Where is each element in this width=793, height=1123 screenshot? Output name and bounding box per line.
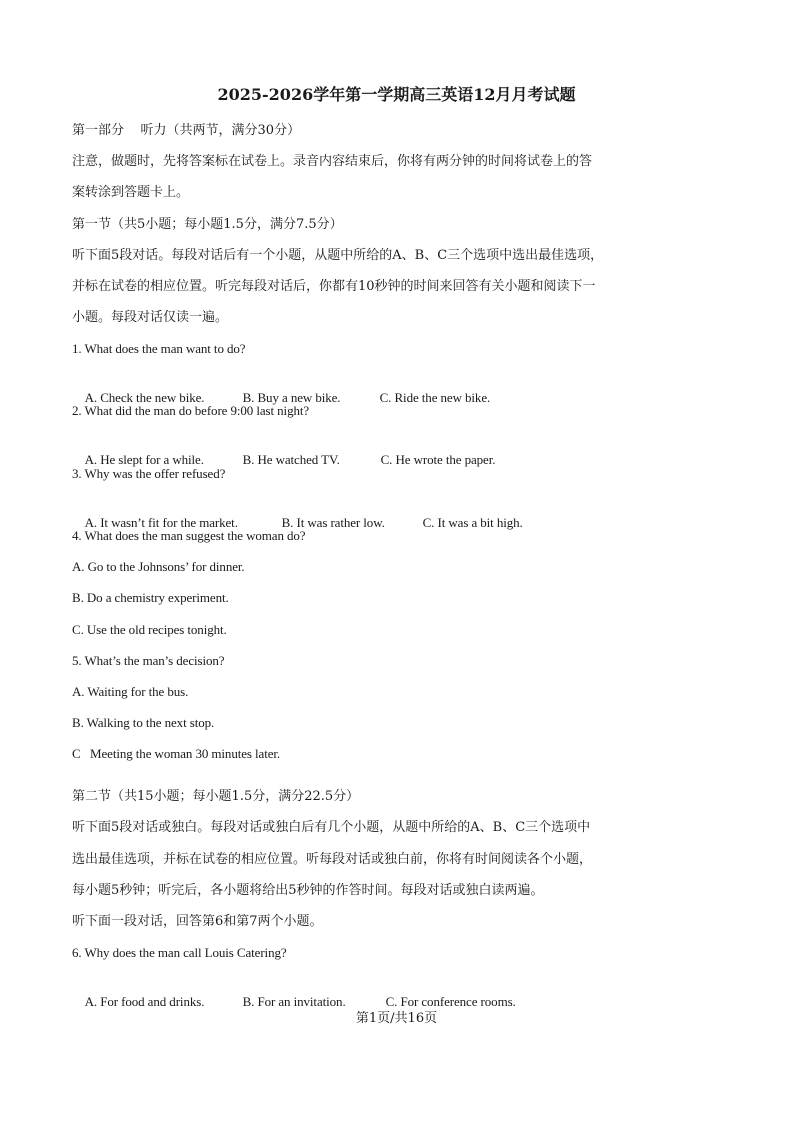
- part1-note-line2: 案转涂到答题卡上。: [72, 185, 190, 200]
- option-b: B. For an invitation.: [242, 994, 346, 1009]
- question-2: 2. What did the man do before 9:00 last night?: [72, 403, 310, 418]
- section2-instruction-line3: 每小题5秒钟；听完后，各小题将给出5秒钟的作答时间。每段对话或独白读两遍。: [72, 883, 544, 898]
- section2-instruction-line1: 听下面5段对话或独白。每段对话或独白后有几个小题，从题中所给的A、B、C三个选项中: [72, 820, 591, 835]
- question-4-option-a: A. Go to the Johnsons’ for dinner.: [72, 559, 245, 574]
- option-b: B. He watched TV.: [242, 452, 340, 467]
- option-a: A. Check the new bike.: [84, 390, 205, 405]
- question-5-option-c: C Meeting the woman 30 minutes later.: [72, 746, 281, 761]
- option-c: C. Ride the new bike.: [379, 390, 491, 405]
- option-c: C. He wrote the paper.: [380, 452, 496, 467]
- part1-note-line1: 注意，做题时，先将答案标在试卷上。录音内容结束后，你将有两分钟的时间将试卷上的答: [72, 154, 593, 169]
- section1-instruction-line3: 小题。每段对话仅读一遍。: [72, 310, 229, 325]
- section2-sub-instruction: 听下面一段对话，回答第6和第7两个小题。: [72, 914, 323, 929]
- option-c: C. For conference rooms.: [385, 994, 516, 1009]
- question-5-option-a: A. Waiting for the bus.: [72, 684, 189, 699]
- option-b: B. Buy a new bike.: [242, 390, 341, 405]
- question-5: 5. What’s the man’s decision?: [72, 653, 225, 668]
- section2-instruction-line2: 选出最佳选项，并标在试卷的相应位置。听每段对话或独白前，你将有时间阅读各个小题，: [72, 852, 593, 867]
- page-title: 2025-2026学年第一学期高三英语12月月考试题: [217, 85, 576, 104]
- question-4-option-c: C. Use the old recipes tonight.: [72, 622, 227, 637]
- option-a: A. It wasn’t fit for the market.: [84, 515, 238, 530]
- question-5-option-b: B. Walking to the next stop.: [72, 715, 215, 730]
- option-a: A. He slept for a while.: [84, 452, 204, 467]
- question-4-option-b: B. Do a chemistry experiment.: [72, 590, 229, 605]
- page-footer: 第1页/共16页: [355, 1011, 438, 1026]
- section2-heading: 第二节（共15小题；每小题1.5分，满分22.5分）: [72, 789, 360, 804]
- option-c: C. It was a bit high.: [422, 515, 523, 530]
- question-1: 1. What does the man want to do?: [72, 341, 246, 356]
- section1-instruction-line2: 并标在试卷的相应位置。听完每段对话后，你都有10秒钟的时间来回答有关小题和阅读下一: [72, 279, 596, 294]
- part1-heading: 第一部分 听力（共两节，满分30分）: [72, 123, 301, 138]
- section1-heading: 第一节（共5小题；每小题1.5分，满分7.5分）: [72, 217, 343, 232]
- option-b: B. It was rather low.: [281, 515, 385, 530]
- question-4: 4. What does the man suggest the woman do?: [72, 528, 306, 543]
- question-3: 3. Why was the offer refused?: [72, 466, 226, 481]
- section1-instruction-line1: 听下面5段对话。每段对话后有一个小题，从题中所给的A、B、C三个选项中选出最佳选项，: [72, 248, 604, 263]
- question-6: 6. Why does the man call Louis Catering?: [72, 945, 287, 960]
- option-a: A. For food and drinks.: [84, 994, 205, 1009]
